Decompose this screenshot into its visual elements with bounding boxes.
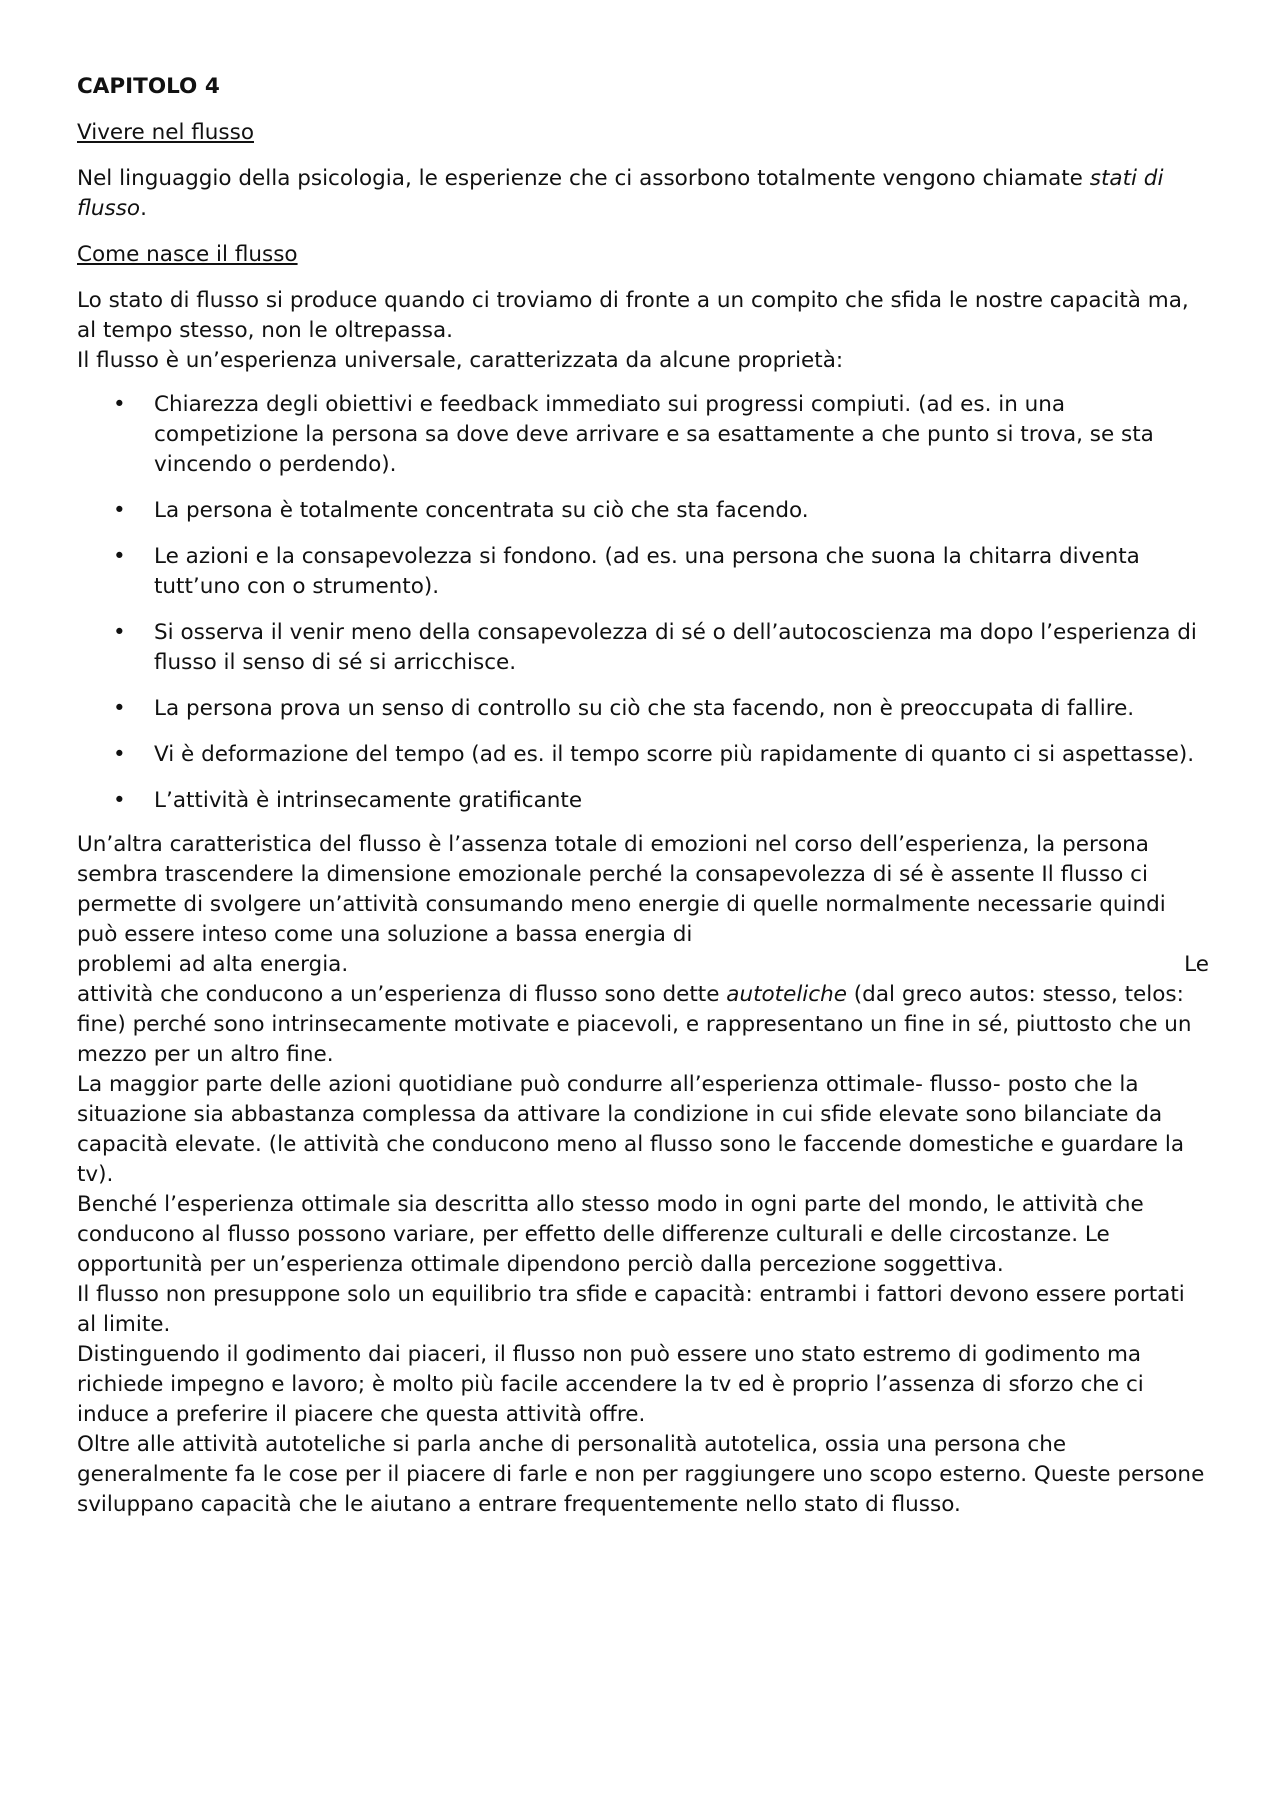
autotelic-term: autoteliche [726,982,847,1007]
bullet-icon: • [113,620,126,645]
section-come-nasce-il-flusso [77,240,1209,816]
list-item [77,542,1209,602]
list-item-text: L’attività è intrinsecamente gratificante [154,788,583,813]
properties-list [77,390,1209,816]
definition-term: stati di flusso [77,166,1164,221]
paragraph-text-le: Le [1184,952,1209,977]
intro-paragraph-2: Il flusso è un’esperienza universale, caratterizzata da alcune proprietà: [77,348,844,373]
section-heading: Vivere nel flusso [77,120,254,145]
paragraph-personality: Oltre alle attività autoteliche si parla anche di personalità autotelica, ossia una persona che generalmente fa le cose per il piacere di farle e non per raggiungere uno scopo esterno. Queste persone sviluppano capacità che le aiutano a entrare frequentemente nello stato di flusso. [77,1432,1205,1517]
bullet-icon: • [113,498,126,523]
body-text [77,830,1209,1520]
bullet-icon: • [113,742,126,767]
section-heading: Come nasce il flusso [77,242,298,267]
paragraph-culture: Benché l’esperienza ottimale sia descritta allo stesso modo in ogni parte del mondo, le attività che conducono al flusso possono variare, per effetto delle differenze culturali e delle circostanze. Le opportunità per un’esperienza ottimale dipendono perciò dalla percezione soggettiva. [77,1192,1144,1277]
paragraph-emotions [77,830,1209,950]
document-page [77,72,1209,1520]
list-item [77,694,1209,724]
intro-paragraph: Lo stato di flusso si produce quando ci troviamo di fronte a un compito che sfida le nostre capacità ma, al tempo stesso, non le oltrepassa. [77,288,1189,343]
paragraph-text: attività che conducono a un’esperienza di flusso sono dette [77,982,720,1007]
definition-paragraph [77,164,1209,224]
paragraph-daily-actions: La maggior parte delle azioni quotidiane può condurre all’esperienza ottimale- flusso- posto che la situazione sia abbastanza complessa da attivare la condizione in cui sfide elevate sono bilanciate da capacità elevate. (le attività che conducono meno al flusso sono le faccende domestiche e guardare la tv). [77,1072,1184,1187]
list-item-text: Le azioni e la consapevolezza si fondono. (ad es. una persona che suona la chitarra diventa tutt’uno con o strumento). [154,544,1140,599]
paragraph-text: (dal greco autos: stesso, telos: fine) perché sono intrinsecamente motivate e piacevoli, e rappresentano un fine in sé, piuttosto che un mezzo per un altro fine. [77,982,1192,1067]
list-item-text: Si osserva il venir meno della consapevolezza di sé o dell’autocoscienza ma dopo l’esperienza di flusso il senso di sé si arricchisce. [154,620,1197,675]
list-item [77,390,1209,480]
list-item-text: Vi è deformazione del tempo (ad es. il tempo scorre più rapidamente di quanto ci si aspettasse). [154,742,1195,767]
section-vivere-nel-flusso [77,118,1209,224]
bullet-icon: • [113,696,126,721]
list-item [77,496,1209,526]
paragraph-balance: Il flusso non presuppone solo un equilibrio tra sfide e capacità: entrambi i fattori devono essere portati al limite. [77,1282,1185,1337]
bullet-icon: • [113,544,126,569]
list-item-text: La persona è totalmente concentrata su ciò che sta facendo. [154,498,809,523]
list-item [77,740,1209,770]
paragraph-enjoyment: Distinguendo il godimento dai piaceri, il flusso non può essere uno stato estremo di godimento ma richiede impegno e lavoro; è molto più facile accendere la tv ed è proprio l’assenza di sforzo che ci induce a preferire il piacere che questa attività offre. [77,1342,1144,1427]
list-item [77,786,1209,816]
list-item [77,618,1209,678]
definition-end: . [140,196,147,221]
bullet-icon: • [113,788,126,813]
list-item-text: La persona prova un senso di controllo su ciò che sta facendo, non è preoccupata di fallire. [154,696,1135,721]
list-item-text: Chiarezza degli obiettivi e feedback immediato sui progressi compiuti. (ad es. in una competizione la persona sa dove deve arrivare e sa esattamente a che punto si trova, se sta vincendo o perdendo). [154,392,1154,477]
chapter-title: CAPITOLO 4 [77,74,220,99]
paragraph-text-end: problemi ad alta energia. [77,952,349,977]
paragraph-line-split [77,950,1209,980]
definition-text: Nel linguaggio della psicologia, le esperienze che ci assorbono totalmente vengono chiamate [77,166,1083,191]
paragraph-autotelic [77,980,1209,1070]
paragraph-text: Un’altra caratteristica del flusso è l’assenza totale di emozioni nel corso dell’esperienza, la persona sembra trascendere la dimensione emozionale perché la consapevolezza di sé è assente Il flusso ci permette di svolgere un’attività consumando meno energie di quelle normalmente necessarie quindi può essere inteso come una soluzione a bassa energia di [77,832,1166,947]
bullet-icon: • [113,392,126,417]
